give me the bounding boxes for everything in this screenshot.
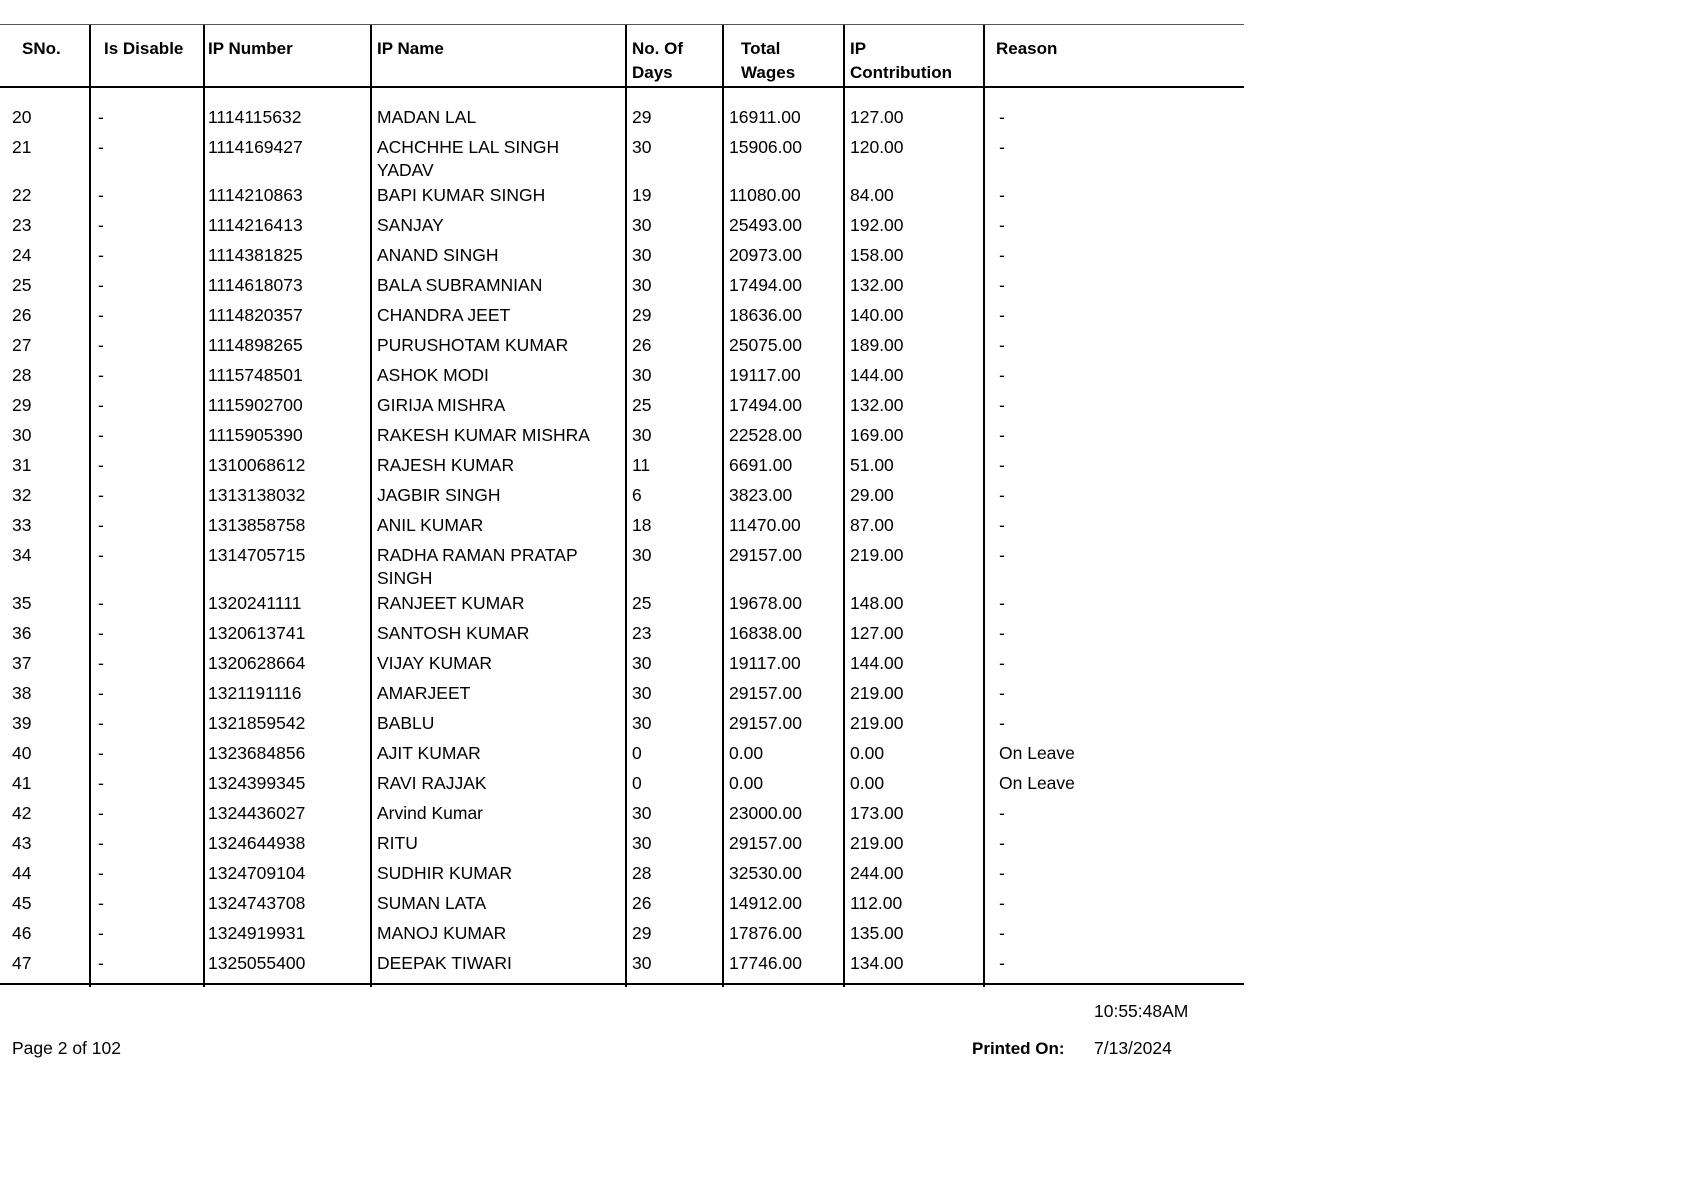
cell-total-wages: 0.00: [729, 743, 764, 763]
table-row: [0, 392, 1244, 422]
table-row: [0, 104, 1244, 134]
table-row: [0, 512, 1244, 542]
cell-ip-contribution: 219.00: [850, 683, 904, 703]
cell-is-disable: -: [98, 215, 104, 235]
cell-total-wages: 17746.00: [729, 953, 802, 973]
cell-total-wages: 29157.00: [729, 833, 802, 853]
cell-ip-name: ANIL KUMAR: [377, 515, 484, 535]
cell-ip-name: SUDHIR KUMAR: [377, 863, 513, 883]
cell-is-disable: -: [98, 137, 104, 157]
cell-ip-name: VIJAY KUMAR: [377, 653, 493, 673]
cell-is-disable: -: [98, 863, 104, 883]
table-row: [0, 890, 1244, 920]
cell-total-wages: 19117.00: [729, 653, 801, 673]
cell-ip-name: ASHOK MODI: [377, 365, 489, 385]
cell-is-disable: -: [98, 185, 104, 205]
page-indicator: Page 2 of 102: [12, 1038, 121, 1058]
cell-ip-contribution: 219.00: [850, 833, 904, 853]
cell-ip-name: AMARJEET: [377, 683, 471, 703]
cell-sno: 47: [12, 953, 32, 973]
cell-sno: 34: [12, 545, 32, 565]
cell-ip-number: 1323684856: [208, 743, 306, 763]
cell-no-of-days: 18: [632, 515, 652, 535]
cell-ip-number: 1114618073: [208, 275, 303, 295]
cell-ip-contribution: 0.00: [850, 743, 885, 763]
cell-ip-number: 1324436027: [208, 803, 306, 823]
cell-ip-number: 1114169427: [208, 137, 303, 157]
cell-ip-number: 1313138032: [208, 485, 306, 505]
cell-total-wages: 32530.00: [729, 863, 802, 883]
cell-ip-number: 1114898265: [208, 335, 303, 355]
cell-ip-name: RITU: [377, 833, 418, 853]
cell-reason: -: [999, 515, 1005, 535]
header-ip-contribution: IP Contribution: [850, 39, 952, 82]
cell-total-wages: 25075.00: [729, 335, 802, 355]
cell-total-wages: 29157.00: [729, 545, 802, 565]
cell-sno: 43: [12, 833, 32, 853]
cell-is-disable: -: [98, 773, 104, 793]
cell-reason: -: [999, 245, 1005, 265]
cell-total-wages: 20973.00: [729, 245, 802, 265]
cell-reason: -: [999, 137, 1005, 157]
cell-total-wages: 11470.00: [729, 515, 801, 535]
cell-ip-number: 1115905390: [208, 425, 303, 445]
table-row: [0, 620, 1244, 650]
cell-sno: 24: [12, 245, 32, 265]
cell-ip-contribution: 127.00: [850, 623, 904, 643]
cell-no-of-days: 23: [632, 623, 652, 643]
cell-no-of-days: 29: [632, 305, 652, 325]
cell-sno: 33: [12, 515, 32, 535]
cell-ip-number: 1114210863: [208, 185, 303, 205]
cell-ip-contribution: 144.00: [850, 365, 904, 385]
cell-ip-contribution: 135.00: [850, 923, 904, 943]
cell-reason: -: [999, 953, 1005, 973]
cell-reason: -: [999, 683, 1005, 703]
cell-sno: 41: [12, 773, 32, 793]
cell-ip-name: CHANDRA JEET: [377, 305, 511, 325]
table-row: [0, 680, 1244, 710]
cell-is-disable: -: [98, 833, 104, 853]
cell-is-disable: -: [98, 923, 104, 943]
cell-ip-number: 1114820357: [208, 305, 303, 325]
cell-reason: -: [999, 305, 1005, 325]
cell-ip-name: RADHA RAMAN PRATAP SINGH: [377, 545, 578, 588]
cell-sno: 20: [12, 107, 32, 127]
cell-ip-number: 1310068612: [208, 455, 306, 475]
cell-sno: 35: [12, 593, 32, 613]
cell-is-disable: -: [98, 623, 104, 643]
cell-is-disable: -: [98, 335, 104, 355]
cell-no-of-days: 30: [632, 275, 652, 295]
table-row: [0, 452, 1244, 482]
cell-ip-contribution: 132.00: [850, 395, 904, 415]
cell-sno: 40: [12, 743, 32, 763]
header-ip-name: IP Name: [377, 39, 444, 58]
cell-ip-number: 1321859542: [208, 713, 306, 733]
header-is-disable: Is Disable: [104, 39, 184, 58]
cell-ip-number: 1115748501: [208, 365, 303, 385]
cell-ip-contribution: 192.00: [850, 215, 904, 235]
cell-ip-name: ACHCHHE LAL SINGH YADAV: [377, 137, 560, 180]
cell-reason: -: [999, 863, 1005, 883]
cell-sno: 22: [12, 185, 32, 205]
cell-reason: -: [999, 833, 1005, 853]
cell-ip-contribution: 51.00: [850, 455, 894, 475]
cell-no-of-days: 30: [632, 545, 652, 565]
cell-reason: -: [999, 803, 1005, 823]
cell-ip-contribution: 29.00: [850, 485, 894, 505]
cell-ip-name: ANAND SINGH: [377, 245, 499, 265]
cell-sno: 29: [12, 395, 32, 415]
cell-total-wages: 17876.00: [729, 923, 802, 943]
cell-total-wages: 16911.00: [729, 107, 801, 127]
table-row: [0, 710, 1244, 740]
cell-ip-contribution: 189.00: [850, 335, 904, 355]
cell-ip-name: JAGBIR SINGH: [377, 485, 501, 505]
cell-total-wages: 19678.00: [729, 593, 802, 613]
table-row: [0, 950, 1244, 980]
cell-reason: -: [999, 623, 1005, 643]
cell-is-disable: -: [98, 245, 104, 265]
cell-no-of-days: 30: [632, 713, 652, 733]
cell-no-of-days: 25: [632, 395, 652, 415]
cell-sno: 37: [12, 653, 32, 673]
cell-sno: 31: [12, 455, 32, 475]
cell-total-wages: 17494.00: [729, 395, 802, 415]
cell-total-wages: 0.00: [729, 773, 764, 793]
table-header: [0, 25, 1244, 88]
printed-time: 10:55:48AM: [1094, 1001, 1189, 1021]
cell-no-of-days: 30: [632, 683, 652, 703]
cell-ip-name: MANOJ KUMAR: [377, 923, 507, 943]
table-row: [0, 272, 1244, 302]
cell-is-disable: -: [98, 275, 104, 295]
printed-date: 7/13/2024: [1094, 1038, 1172, 1058]
cell-ip-name: BALA SUBRAMNIAN: [377, 275, 543, 295]
cell-sno: 21: [12, 137, 32, 157]
cell-ip-number: 1313858758: [208, 515, 306, 535]
cell-ip-name: RAKESH KUMAR MISHRA: [377, 425, 590, 445]
header-sno: SNo.: [22, 39, 61, 58]
cell-ip-number: 1324644938: [208, 833, 306, 853]
cell-reason: -: [999, 425, 1005, 445]
cell-ip-contribution: 148.00: [850, 593, 904, 613]
cell-reason: -: [999, 545, 1005, 565]
table-row: [0, 740, 1244, 770]
cell-ip-contribution: 158.00: [850, 245, 904, 265]
cell-ip-contribution: 134.00: [850, 953, 904, 973]
cell-sno: 45: [12, 893, 32, 913]
cell-sno: 38: [12, 683, 32, 703]
table-row: [0, 800, 1244, 830]
cell-no-of-days: 30: [632, 833, 652, 853]
table-row: [0, 302, 1244, 332]
cell-no-of-days: 30: [632, 215, 652, 235]
table-row: [0, 920, 1244, 950]
table-row: [0, 542, 1244, 590]
cell-is-disable: -: [98, 545, 104, 565]
cell-ip-number: 1324919931: [208, 923, 306, 943]
cell-sno: 28: [12, 365, 32, 385]
cell-no-of-days: 29: [632, 923, 652, 943]
cell-ip-number: 1320241111: [208, 593, 302, 613]
cell-ip-name: BABLU: [377, 713, 435, 733]
cell-reason: -: [999, 593, 1005, 613]
cell-no-of-days: 29: [632, 107, 652, 127]
cell-total-wages: 17494.00: [729, 275, 802, 295]
cell-is-disable: -: [98, 893, 104, 913]
header-reason: Reason: [996, 39, 1058, 58]
header-no-of-days: No. Of Days: [632, 39, 683, 82]
cell-no-of-days: 28: [632, 863, 652, 883]
cell-sno: 42: [12, 803, 32, 823]
cell-total-wages: 29157.00: [729, 713, 802, 733]
cell-is-disable: -: [98, 305, 104, 325]
cell-total-wages: 6691.00: [729, 455, 793, 475]
cell-ip-name: PURUSHOTAM KUMAR: [377, 335, 569, 355]
cell-total-wages: 29157.00: [729, 683, 802, 703]
table-row: [0, 770, 1244, 800]
cell-reason: -: [999, 455, 1005, 475]
cell-reason: -: [999, 107, 1005, 127]
cell-ip-name: Arvind Kumar: [377, 803, 484, 823]
cell-reason: -: [999, 215, 1005, 235]
cell-ip-number: 1115902700: [208, 395, 303, 415]
cell-sno: 30: [12, 425, 32, 445]
cell-ip-contribution: 132.00: [850, 275, 904, 295]
cell-ip-contribution: 87.00: [850, 515, 894, 535]
table-row: [0, 332, 1244, 362]
cell-total-wages: 22528.00: [729, 425, 802, 445]
cell-no-of-days: 30: [632, 365, 652, 385]
cell-total-wages: 3823.00: [729, 485, 793, 505]
cell-no-of-days: 11: [632, 455, 651, 475]
cell-no-of-days: 0: [632, 743, 642, 763]
cell-total-wages: 18636.00: [729, 305, 802, 325]
table-body: [0, 88, 1244, 983]
cell-ip-number: 1114115632: [208, 107, 302, 127]
cell-reason: -: [999, 395, 1005, 415]
cell-is-disable: -: [98, 593, 104, 613]
cell-ip-name: MADAN LAL: [377, 107, 477, 127]
cell-ip-contribution: 127.00: [850, 107, 904, 127]
cell-ip-number: 1114216413: [208, 215, 303, 235]
cell-no-of-days: 19: [632, 185, 652, 205]
cell-is-disable: -: [98, 455, 104, 475]
cell-reason: -: [999, 893, 1005, 913]
cell-total-wages: 23000.00: [729, 803, 802, 823]
table-row: [0, 830, 1244, 860]
cell-ip-contribution: 0.00: [850, 773, 885, 793]
cell-reason: -: [999, 335, 1005, 355]
cell-ip-name: RAJESH KUMAR: [377, 455, 515, 475]
cell-is-disable: -: [98, 743, 104, 763]
cell-ip-contribution: 219.00: [850, 545, 904, 565]
cell-ip-contribution: 140.00: [850, 305, 904, 325]
cell-total-wages: 14912.00: [729, 893, 802, 913]
cell-reason: -: [999, 653, 1005, 673]
cell-sno: 23: [12, 215, 32, 235]
cell-reason: -: [999, 365, 1005, 385]
cell-no-of-days: 26: [632, 335, 652, 355]
cell-ip-name: RAVI RAJJAK: [377, 773, 487, 793]
cell-no-of-days: 30: [632, 245, 652, 265]
cell-is-disable: -: [98, 953, 104, 973]
cell-no-of-days: 30: [632, 425, 652, 445]
cell-sno: 44: [12, 863, 32, 883]
cell-total-wages: 11080.00: [729, 185, 801, 205]
table-row: [0, 590, 1244, 620]
table-row: [0, 212, 1244, 242]
cell-total-wages: 19117.00: [729, 365, 801, 385]
table-row: [0, 650, 1244, 680]
cell-reason: On Leave: [999, 773, 1075, 793]
cell-ip-name: RANJEET KUMAR: [377, 593, 525, 613]
cell-no-of-days: 26: [632, 893, 652, 913]
cell-sno: 26: [12, 305, 32, 325]
cell-total-wages: 16838.00: [729, 623, 802, 643]
cell-no-of-days: 25: [632, 593, 652, 613]
cell-ip-name: SANTOSH KUMAR: [377, 623, 530, 643]
cell-ip-name: SUMAN LATA: [377, 893, 487, 913]
cell-sno: 25: [12, 275, 32, 295]
cell-no-of-days: 30: [632, 803, 652, 823]
table-row: [0, 422, 1244, 452]
cell-no-of-days: 30: [632, 653, 652, 673]
cell-ip-contribution: 244.00: [850, 863, 904, 883]
cell-reason: -: [999, 713, 1005, 733]
printed-on-label: Printed On:: [972, 1039, 1065, 1058]
cell-reason: -: [999, 923, 1005, 943]
cell-sno: 36: [12, 623, 32, 643]
cell-no-of-days: 6: [632, 485, 642, 505]
cell-ip-contribution: 219.00: [850, 713, 904, 733]
cell-ip-name: GIRIJA MISHRA: [377, 395, 506, 415]
cell-no-of-days: 0: [632, 773, 642, 793]
cell-reason: -: [999, 485, 1005, 505]
contribution-table: [0, 24, 1244, 985]
table-row: [0, 242, 1244, 272]
cell-is-disable: -: [98, 803, 104, 823]
cell-total-wages: 25493.00: [729, 215, 802, 235]
cell-is-disable: -: [98, 107, 104, 127]
cell-reason: On Leave: [999, 743, 1075, 763]
cell-ip-name: BAPI KUMAR SINGH: [377, 185, 546, 205]
cell-no-of-days: 30: [632, 137, 652, 157]
cell-ip-number: 1114381825: [208, 245, 303, 265]
cell-no-of-days: 30: [632, 953, 652, 973]
cell-is-disable: -: [98, 485, 104, 505]
cell-is-disable: -: [98, 713, 104, 733]
cell-sno: 27: [12, 335, 32, 355]
table-row: [0, 182, 1244, 212]
cell-ip-contribution: 112.00: [850, 893, 903, 913]
cell-is-disable: -: [98, 683, 104, 703]
cell-ip-number: 1324399345: [208, 773, 306, 793]
cell-sno: 32: [12, 485, 32, 505]
cell-ip-number: 1321191116: [208, 683, 302, 703]
cell-reason: -: [999, 185, 1005, 205]
cell-ip-number: 1320628664: [208, 653, 306, 673]
cell-reason: -: [999, 275, 1005, 295]
cell-ip-name: AJIT KUMAR: [377, 743, 481, 763]
table-row: [0, 134, 1244, 182]
cell-ip-name: SANJAY: [377, 215, 444, 235]
cell-is-disable: -: [98, 653, 104, 673]
cell-ip-number: 1325055400: [208, 953, 306, 973]
cell-ip-contribution: 169.00: [850, 425, 904, 445]
table-row: [0, 482, 1244, 512]
cell-total-wages: 15906.00: [729, 137, 802, 157]
cell-ip-number: 1324743708: [208, 893, 306, 913]
cell-sno: 39: [12, 713, 32, 733]
cell-sno: 46: [12, 923, 32, 943]
cell-ip-contribution: 120.00: [850, 137, 904, 157]
table-row: [0, 362, 1244, 392]
cell-ip-name: DEEPAK TIWARI: [377, 953, 512, 973]
cell-ip-number: 1320613741: [208, 623, 306, 643]
cell-ip-contribution: 84.00: [850, 185, 894, 205]
cell-is-disable: -: [98, 515, 104, 535]
cell-ip-number: 1324709104: [208, 863, 306, 883]
cell-is-disable: -: [98, 365, 104, 385]
cell-is-disable: -: [98, 395, 104, 415]
cell-is-disable: -: [98, 425, 104, 445]
header-ip-number: IP Number: [208, 39, 293, 58]
header-total-wages: Total Wages: [741, 39, 796, 82]
cell-ip-number: 1314705715: [208, 545, 306, 565]
table-row: [0, 860, 1244, 890]
cell-ip-contribution: 173.00: [850, 803, 904, 823]
cell-ip-contribution: 144.00: [850, 653, 904, 673]
